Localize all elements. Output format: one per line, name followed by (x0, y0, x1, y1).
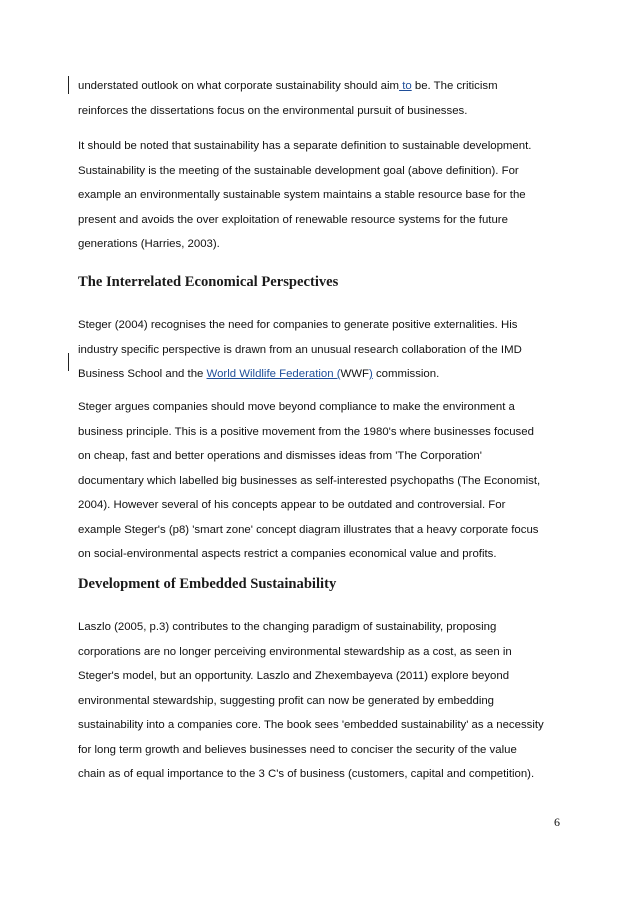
text-run: understated outlook on what corporate sustainability should aim (78, 80, 400, 92)
text-line: Sustainability is the meeting of the sustainable development goal (above definition). For (78, 164, 519, 177)
section-heading: Development of Embedded Sustainability (78, 576, 337, 592)
text-line: documentary which labelled big businesses as self-interested psychopaths (The Economist, (78, 474, 541, 487)
section-heading: The Interrelated Economical Perspectives (78, 274, 339, 290)
text-line: reinforces the dissertations focus on the environmental pursuit of businesses. (78, 104, 468, 117)
text-line: business principle. This is a positive movement from the 1980's where businesses focused (78, 425, 534, 438)
text-line: Steger argues companies should move beyond compliance to make the environment a (78, 401, 515, 413)
change-bar (68, 76, 69, 94)
hyperlink-wwf[interactable]: World Wildlife Federation ( (206, 368, 341, 380)
text-run: Business School and the (78, 368, 207, 380)
paragraph-5 (78, 615, 568, 787)
text-line: on cheap, fast and better operations and dismisses ideas from 'The Corporation' (78, 450, 482, 462)
change-bar (68, 353, 69, 371)
text-line: sustainability into a companies core. The book sees 'embedded sustainability' as a necessity (78, 719, 544, 731)
text-line: chain as of equal importance to the 3 C's of business (customers, capital and competition). (78, 768, 535, 780)
text-line: environmental stewardship, suggesting profit can now be generated by embedding (78, 694, 495, 707)
paragraph-3 (78, 313, 568, 387)
text-line: corporations are no longer perceiving environmental stewardship as a cost, as seen in (78, 645, 512, 658)
text-line: Laszlo (2005, p.3) contributes to the changing paradigm of sustainability, proposing (78, 621, 497, 633)
text-line: It should be noted that sustainability has a separate definition to sustainable development. (78, 140, 532, 152)
paragraph-4 (78, 395, 568, 567)
paragraph-1 (78, 74, 568, 123)
text-line (78, 74, 568, 99)
text-line: example Steger's (p8) 'smart zone' concept diagram illustrates that a heavy corporate focus (78, 523, 539, 536)
text-line: on social-environmental aspects restrict a companies economical value and profits. (78, 548, 497, 560)
text-line: industry specific perspective is drawn from an unusual research collaboration of the IMD (78, 343, 522, 356)
hyperlink-to[interactable]: to (399, 80, 412, 92)
paragraph-2 (78, 134, 568, 257)
text-line: example an environmentally sustainable system maintains a stable resource base for the (78, 189, 526, 201)
text-run: WWF (340, 368, 370, 380)
text-run: commission. (372, 368, 440, 380)
text-line: for long term growth and believes businesses need to conciser the security of the value (78, 743, 517, 756)
hyperlink-paren[interactable]: ) (369, 368, 373, 380)
text-run: be. The criticism (411, 80, 498, 92)
text-line: 2004). However several of his concepts appear to be outdated and controversial. For (78, 499, 506, 511)
text-line: Steger (2004) recognises the need for companies to generate positive externalities. His (78, 319, 518, 331)
text-line (78, 362, 568, 387)
text-line: present and avoids the over exploitation of renewable resource systems for the future (78, 213, 508, 226)
text-line: Steger's model, but an opportunity. Laszlo and Zhexembayeva (2011) explore beyond (78, 670, 510, 682)
page-number: 6 (554, 815, 560, 829)
text-line: generations (Harries, 2003). (78, 238, 220, 250)
